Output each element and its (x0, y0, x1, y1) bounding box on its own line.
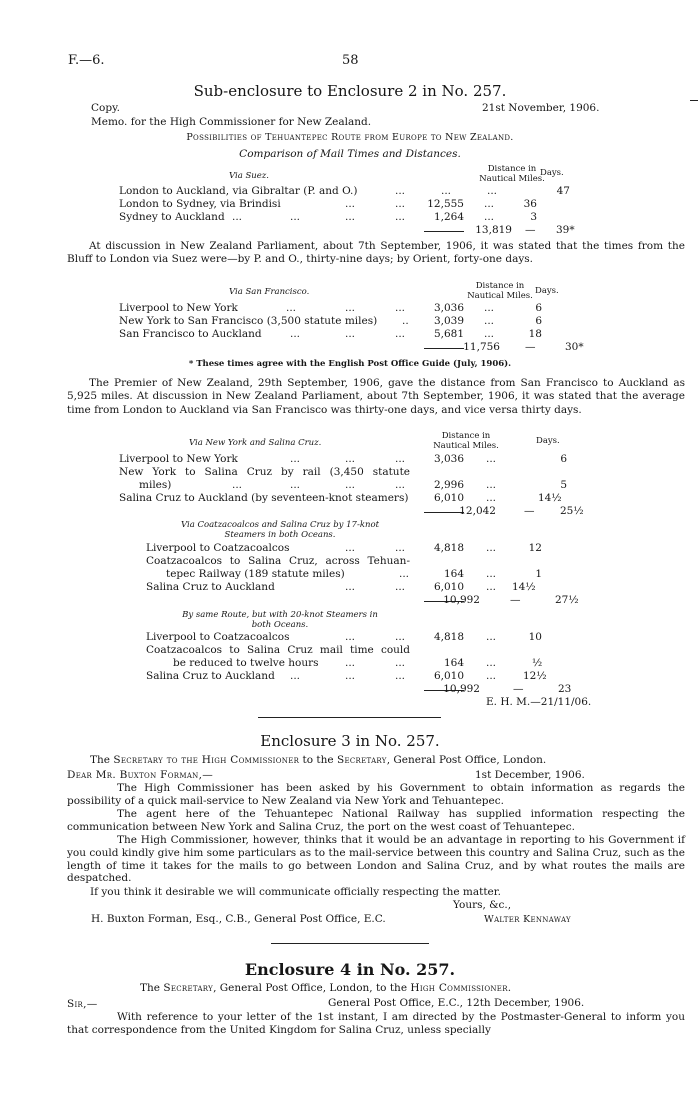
enc3-from-b: Secretary to the High Commissioner (113, 754, 300, 766)
enclosure-3-paragraph-2: The agent here of the Tehuantepec National Railway has supplied information respecting the communication between New York and Salina Cruz, the port on the west coast of Tehuantepec. (67, 808, 685, 833)
sf-row-3-miles: 5,681 (433, 328, 464, 340)
sf-column-distance-1: Distance in (475, 281, 525, 291)
salina-row-3-miles: 6,010 (433, 492, 464, 504)
knot20-row-1-label: Liverpool to Coatzacoalcos (146, 631, 290, 643)
salina-row-2-label-a: New York to Salina Cruz by rail (3,450 statute (119, 466, 410, 478)
coatza-row-3-dots-1: ... (345, 581, 356, 593)
suez-row-1-ellipsis-2: ... (487, 185, 498, 197)
enclosure-3-date: 1st December, 1906. (475, 769, 585, 781)
sf-row-1-dots-1: ... (286, 302, 297, 314)
salina-total-days: 25½ (560, 505, 584, 517)
knot20-row-3-ellipsis: ... (486, 670, 497, 682)
enc4-from-a: The (140, 982, 164, 994)
enclosure-3-paragraph-4: If you think it desirable we will communicate officially respecting the matter. (90, 886, 501, 898)
table-20knot-heading-1: By same Route, but with 20-knot Steamers in (182, 610, 378, 620)
enclosure-3-from-line (90, 755, 546, 766)
knot20-row-3-days: 12½ (523, 670, 547, 682)
suez-row-3-miles: 1,264 (433, 211, 464, 223)
suez-row-3-dots-3: ... (345, 211, 356, 223)
knot20-row-2-ellipsis: ... (486, 657, 497, 669)
enc4-from-e: . (507, 982, 512, 994)
knot20-row-1-dots-1: ... (345, 631, 356, 643)
sf-column-distance-2: Nautical Miles. (467, 291, 533, 301)
enclosure-3-paragraph-1: The High Commissioner has been asked by his Government to obtain information as regards the possibility of a quick mail-service to New Zealand via New York and Tehuantepec. (67, 782, 685, 807)
suez-row-3-dots-1: ... (232, 211, 243, 223)
salina-row-2-days: 5 (560, 479, 567, 491)
coatza-row-1-ellipsis: ... (486, 542, 497, 554)
enc4-from-c: , General Post Office, London, to the (213, 982, 411, 994)
suez-row-3-dots-2: ... (290, 211, 301, 223)
salina-row-2-label-b: miles) (139, 479, 172, 491)
sf-row-1-dots-3: ... (395, 302, 406, 314)
salina-row-2-dots-2: ... (290, 479, 301, 491)
knot20-row-1-ellipsis: ... (486, 631, 497, 643)
sf-total-dash: — (525, 341, 536, 353)
memo-line: Memo. for the High Commissioner for New Zealand. (91, 116, 372, 128)
salina-row-2-ellipsis: ... (486, 479, 497, 491)
knot20-row-1-dots-2: ... (395, 631, 406, 643)
salina-row-3-ellipsis: ... (486, 492, 497, 504)
sf-row-2-days: 6 (535, 315, 542, 327)
enc3-from-d: Secretary (336, 754, 387, 766)
sub-enclosure-heading: Sub-enclosure to Enclosure 2 in No. 257. (193, 82, 507, 100)
enc4-from-b: Secretary (163, 982, 214, 994)
salina-row-1-label: Liverpool to New York (119, 453, 238, 465)
column-distance-2: Nautical Miles. (479, 174, 545, 184)
suez-row-2-miles: 12,555 (427, 198, 464, 210)
table-coatza-heading-1: Via Coatzacoalcos and Salina Cruz by 17-knot (180, 520, 379, 530)
salina-row-1-miles: 3,036 (433, 453, 464, 465)
page-number: 58 (342, 53, 359, 68)
paragraph-suez-discussion: At discussion in New Zealand Parliament, about 7th September, 1906, it was stated that the times from the Bluff to London via Suez were—by P. and O., thirty-nine days; by Orient, forty-one days. (67, 240, 685, 266)
sf-total-miles: 11,756 (463, 341, 500, 353)
coatza-row-3-miles: 6,010 (433, 581, 464, 593)
coatza-row-3-days: 14½ (512, 581, 536, 593)
comparison-subtitle: Comparison of Mail Times and Distances. (239, 148, 461, 160)
sf-row-3-dots-3: ... (395, 328, 406, 340)
sf-row-2-ellipsis: ... (484, 315, 495, 327)
suez-row-1-ellipsis: ... (441, 185, 452, 197)
suez-total-rule (424, 231, 464, 232)
knot20-row-3-miles: 6,010 (433, 670, 464, 682)
suez-row-1-label: London to Auckland, via Gibraltar (P. and O.) (119, 185, 358, 197)
enclosure-3-closing: Yours, &c., (453, 899, 512, 911)
salina-row-2-dots-4: ... (395, 479, 406, 491)
enclosure-4-from-line (140, 983, 511, 994)
sf-row-3-dots-1: ... (290, 328, 301, 340)
knot20-total-miles: 10,992 (443, 683, 480, 695)
column-days: Days. (540, 168, 564, 178)
section-divider-2 (271, 943, 429, 944)
enclosure-3-heading: Enclosure 3 in No. 257. (260, 732, 440, 750)
coatza-total-days: 27½ (555, 594, 579, 606)
coatza-row-3-ellipsis: ... (486, 581, 497, 593)
suez-row-2-ellipsis: ... (484, 198, 495, 210)
sf-row-2-dots: .. (402, 315, 409, 327)
suez-row-2-label: London to Sydney, via Brindisi (119, 198, 281, 210)
coatza-row-1-label: Liverpool to Coatzacoalcos (146, 542, 290, 554)
possibilities-title: Possibilities of Tehuantepec Route from Europe to New Zealand. (186, 132, 514, 143)
table-suez-heading: Via Suez. (229, 171, 269, 181)
salina-total-dash: — (524, 505, 535, 517)
coatza-row-3-dots-2: ... (395, 581, 406, 593)
coatza-row-1-dots-1: ... (345, 542, 356, 554)
salina-row-2-miles: 2,996 (433, 479, 464, 491)
knot20-row-2-label-b: be reduced to twelve hours (173, 657, 319, 669)
enc3-from-c: to the (299, 754, 337, 766)
suez-row-3-dots-4: ... (395, 211, 406, 223)
sf-row-1-miles: 3,036 (433, 302, 464, 314)
salina-row-3-days: 14½ (538, 492, 562, 504)
knot20-row-2-label-a: Coatzacoalcos to Salina Cruz mail time could (146, 644, 410, 656)
column-distance-1: Distance in (487, 164, 537, 174)
coatza-total-miles: 10,992 (443, 594, 480, 606)
suez-row-2-dots-1: ... (345, 198, 356, 210)
salina-row-3-label: Salina Cruz to Auckland (by seventeen-knot steamers) (119, 492, 409, 504)
sf-row-1-ellipsis: ... (484, 302, 495, 314)
knot20-row-3-dots-3: ... (395, 670, 406, 682)
suez-total-dash: — (525, 224, 536, 236)
knot20-row-2-dots-2: ... (395, 657, 406, 669)
suez-row-3-ellipsis: ... (484, 211, 495, 223)
knot20-row-1-days: 10 (528, 631, 542, 643)
section-divider-1 (258, 717, 441, 718)
table-salina-heading: Via New York and Salina Cruz. (189, 438, 322, 448)
salina-column-days: Days. (536, 436, 560, 446)
salina-row-1-dots-2: ... (345, 453, 356, 465)
suez-row-2-days: 36 (523, 198, 537, 210)
sf-row-3-days: 18 (528, 328, 542, 340)
suez-total-days: 39* (556, 224, 575, 236)
salina-row-1-ellipsis: ... (486, 453, 497, 465)
knot20-total-days: 23 (558, 683, 572, 695)
coatza-row-3-label: Salina Cruz to Auckland (146, 581, 275, 593)
enclosure-3-salutation: Dear Mr. Buxton Forman,— (67, 769, 214, 781)
coatza-row-2-days: 1 (535, 568, 542, 580)
sf-row-3-dots-2: ... (345, 328, 356, 340)
knot20-row-2-miles: 164 (443, 657, 464, 669)
copy-label: Copy. (91, 102, 120, 114)
knot20-row-3-label: Salina Cruz to Auckland (146, 670, 275, 682)
enc3-from-e: , General Post Office, London. (386, 754, 547, 766)
sf-row-1-dots-2: ... (345, 302, 356, 314)
sf-column-days: Days. (535, 286, 559, 296)
table-coatza-heading-2: Steamers in both Oceans. (224, 530, 336, 540)
knot20-row-2-days: ½ (532, 657, 543, 669)
coatza-row-2-label-b: tepec Railway (189 statute miles) (166, 568, 345, 580)
knot20-row-3-dots-2: ... (345, 670, 356, 682)
left-header: F.—6. (68, 53, 105, 68)
coatza-row-2-dots: ... (399, 568, 410, 580)
coatza-row-2-label-a: Coatzacoalcos to Salina Cruz, across Tehuan- (146, 555, 410, 567)
memo-date: 21st November, 1906. (482, 102, 600, 114)
footnote: * These times agree with the English Post Office Guide (July, 1906). (188, 359, 512, 369)
knot20-total-dash: — (513, 683, 524, 695)
coatza-row-2-miles: 164 (443, 568, 464, 580)
enc4-from-d: High Commissioner (410, 982, 508, 994)
knot20-row-1-miles: 4,818 (433, 631, 464, 643)
table-20knot-heading-2: both Oceans. (251, 620, 309, 630)
salina-column-distance-1: Distance in (441, 431, 491, 441)
sf-total-days: 30* (565, 341, 584, 353)
enclosure-3-signer: Walter Kennaway (484, 914, 571, 925)
salina-row-1-days: 6 (560, 453, 567, 465)
salina-total-miles: 12,042 (459, 505, 496, 517)
salina-row-2-dots-3: ... (345, 479, 356, 491)
coatza-row-1-miles: 4,818 (433, 542, 464, 554)
suez-row-3-days: 3 (530, 211, 537, 223)
coatza-total-dash: — (510, 594, 521, 606)
enclosure-4-heading: Enclosure 4 in No. 257. (244, 960, 456, 979)
sf-row-2-miles: 3,039 (433, 315, 464, 327)
coatza-row-2-ellipsis: ... (486, 568, 497, 580)
suez-total-miles: 13,819 (475, 224, 512, 236)
sf-row-1-label: Liverpool to New York (119, 302, 238, 314)
memo-signature: E. H. M.—21/11/06. (486, 696, 592, 708)
coatza-row-1-days: 12 (528, 542, 542, 554)
salina-column-distance-2: Nautical Miles. (433, 441, 499, 451)
salina-row-1-dots-1: ... (290, 453, 301, 465)
enclosure-4-paragraph-1: With reference to your letter of the 1st instant, I am directed by the Postmaster-General to inform you that correspondence from the United Kingdom for Salina Cruz, unless specially (67, 1011, 685, 1036)
sf-row-3-label: San Francisco to Auckland (119, 328, 262, 340)
table-sf-heading: Via San Francisco. (229, 287, 310, 297)
sf-row-2-label: New York to San Francisco (3,500 statute miles) (119, 315, 378, 327)
knot20-row-3-dots-1: ... (290, 670, 301, 682)
paragraph-premier: The Premier of New Zealand, 29th September, 1906, gave the distance from San Francisco to Auckland as 5,925 miles. At discussion in New Zealand Parliament, about 7th September, 1906, it was stated that the average time from London to Auckland via San Francisco was thirty-one days, and vice versa thirty days. (67, 377, 685, 416)
suez-row-2-dots-2: ... (395, 198, 406, 210)
enclosure-4-dateline: General Post Office, E.C., 12th December, 1906. (328, 997, 585, 1009)
enclosure-4-salutation: Sir,— (67, 998, 98, 1010)
enclosure-3-addressee: H. Buxton Forman, Esq., C.B., General Post Office, E.C. (91, 913, 386, 925)
salina-row-1-dots-3: ... (395, 453, 406, 465)
sf-row-3-ellipsis: ... (484, 328, 495, 340)
suez-row-3-label: Sydney to Auckland (119, 211, 225, 223)
sf-row-1-days: 6 (535, 302, 542, 314)
suez-row-1-dots: ... (395, 185, 406, 197)
salina-row-2-dots-1: ... (232, 479, 243, 491)
knot20-row-2-dots-1: ... (345, 657, 356, 669)
margin-mark (690, 100, 698, 101)
coatza-row-1-dots-2: ... (395, 542, 406, 554)
enclosure-3-paragraph-3: The High Commissioner, however, thinks that it would be an advantage in reporting to his Government if you could kindly give him some particulars as to the mail-service between this country and Salina Cruz, such as the length of time it takes for the mails to go between London and Salina Cruz, and by what routes the mails are despatched. (67, 834, 685, 885)
suez-row-1-days: 47 (556, 185, 570, 197)
enc3-from-a: The (90, 754, 114, 766)
